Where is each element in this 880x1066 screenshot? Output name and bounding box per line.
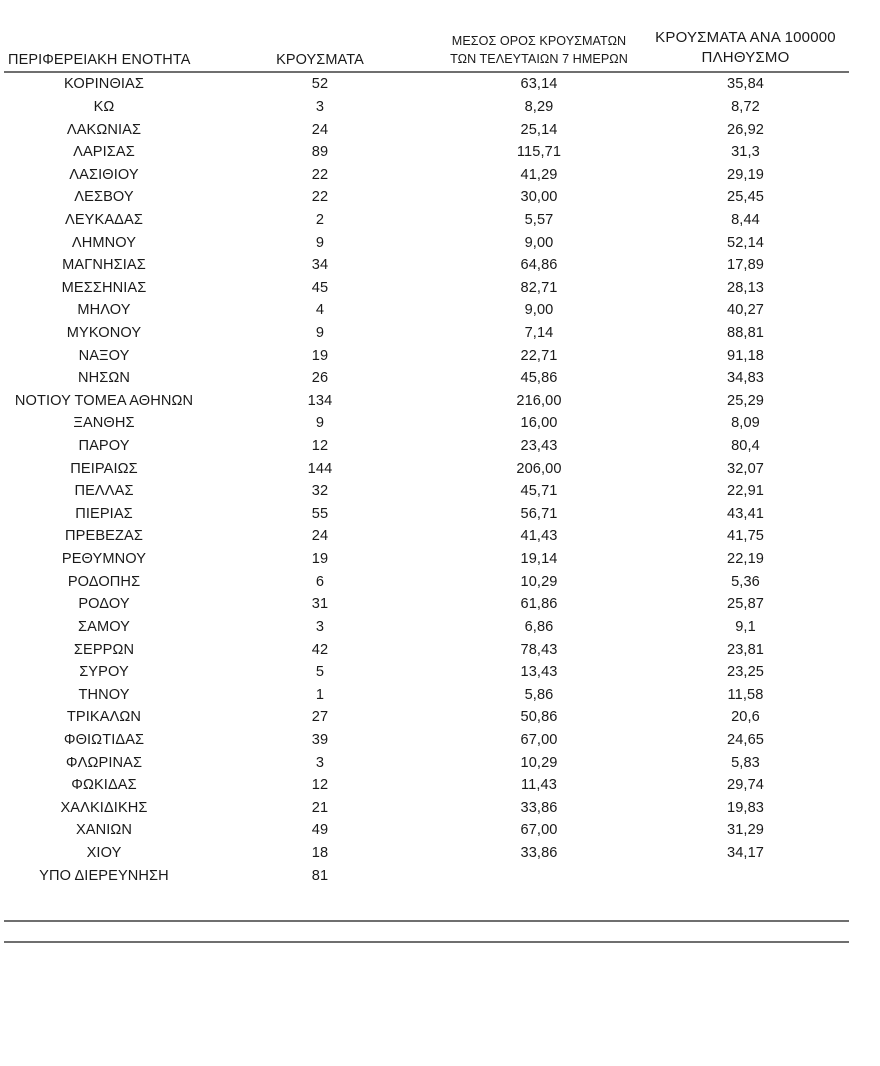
cell-region: ΛΕΣΒΟΥ bbox=[74, 189, 134, 206]
cell-avg7: 41,29 bbox=[520, 166, 558, 183]
cell-region: ΞΑΝΘΗΣ bbox=[73, 415, 135, 432]
cell-cases: 2 bbox=[315, 211, 325, 228]
cell-avg7: 206,00 bbox=[516, 460, 562, 477]
column-header-cases-label: ΚΡΟΥΣΜΑΤΑ bbox=[276, 52, 364, 68]
column-header-per100k bbox=[642, 0, 849, 72]
cell-cases: 49 bbox=[311, 822, 329, 839]
cell-per100k: 11,58 bbox=[727, 686, 764, 703]
cell-cases: 9 bbox=[315, 325, 325, 341]
cell-avg7: 45,71 bbox=[520, 483, 558, 500]
table-row bbox=[4, 209, 849, 232]
cell-avg7: 5,57 bbox=[524, 211, 554, 228]
column-header-per100k-line2: ΠΛΗΘΥΣΜΟ bbox=[701, 48, 790, 66]
cell-region: ΛΕΥΚΑΔΑΣ bbox=[65, 211, 143, 228]
cell-avg7: 216,00 bbox=[516, 392, 562, 409]
cell-per100k: 5,36 bbox=[731, 573, 760, 590]
cell-per100k: 8,44 bbox=[731, 211, 760, 228]
cell-avg7: 63,14 bbox=[520, 76, 558, 93]
cell-cases: 12 bbox=[311, 777, 329, 794]
cell-per100k: 43,41 bbox=[726, 505, 765, 522]
cell-region: ΦΘΙΩΤΙΔΑΣ bbox=[63, 731, 145, 748]
cell-region: ΛΑΡΙΣΑΣ bbox=[73, 144, 135, 161]
cell-per100k: 32,07 bbox=[726, 460, 765, 477]
column-header-region bbox=[4, 0, 204, 72]
cell-cases: 18 bbox=[311, 845, 329, 862]
cell-avg7: 78,43 bbox=[520, 641, 558, 658]
cell-cases: 5 bbox=[315, 664, 325, 681]
cell-per100k: 28,13 bbox=[726, 279, 765, 296]
table-header bbox=[4, 0, 849, 72]
cell-cases: 39 bbox=[311, 731, 329, 748]
cell-region: ΚΟΡΙΝΘΙΑΣ bbox=[63, 76, 145, 93]
table-row bbox=[4, 616, 849, 639]
cell-per100k: 29,19 bbox=[726, 166, 765, 183]
cell-avg7: 25,14 bbox=[520, 121, 558, 138]
cell-per100k: 17,89 bbox=[726, 257, 765, 274]
table-row bbox=[4, 254, 849, 277]
cell-region: ΡΟΔΟΥ bbox=[78, 596, 130, 613]
table-row bbox=[4, 797, 849, 820]
cell-avg7: 64,86 bbox=[520, 257, 558, 274]
cell-per100k: 31,29 bbox=[726, 822, 765, 839]
cell-per100k: 5,83 bbox=[731, 754, 760, 771]
cell-avg7: 41,43 bbox=[520, 528, 558, 545]
table-row bbox=[4, 457, 849, 480]
cell-per100k: 80,4 bbox=[731, 438, 760, 455]
column-header-avg7-line1: ΜΕΣΟΣ ΟΡΟΣ ΚΡΟΥΣΜΑΤΩΝ bbox=[451, 34, 627, 49]
cell-cases: 6 bbox=[315, 573, 325, 590]
column-header-avg7 bbox=[436, 0, 642, 72]
cell-region: ΜΗΛΟΥ bbox=[77, 302, 131, 319]
table-row bbox=[4, 570, 849, 593]
cell-region: ΡΟΔΟΠΗΣ bbox=[67, 573, 141, 590]
cell-avg7: 5,86 bbox=[524, 686, 554, 703]
cell-avg7: 50,86 bbox=[520, 709, 558, 726]
cell-region: ΤΡΙΚΑΛΩΝ bbox=[66, 709, 142, 726]
table-row bbox=[4, 163, 849, 186]
column-header-cases bbox=[204, 0, 436, 72]
cell-region: ΤΗΝΟΥ bbox=[78, 686, 130, 703]
cell-avg7: 16,00 bbox=[520, 415, 558, 432]
cell-cases: 27 bbox=[311, 709, 329, 726]
cell-region: ΛΗΜΝΟΥ bbox=[71, 234, 137, 251]
cell-region: ΜΥΚΟΝΟΥ bbox=[66, 325, 142, 341]
table-row bbox=[4, 525, 849, 548]
cell-per100k: 26,92 bbox=[726, 121, 765, 138]
table-row bbox=[4, 683, 849, 706]
cell-region: ΣΥΡΟΥ bbox=[79, 664, 129, 681]
cell-cases: 22 bbox=[311, 189, 329, 206]
cell-per100k: 24,65 bbox=[726, 731, 765, 748]
table-row bbox=[4, 751, 849, 774]
regional-cases-table-container bbox=[4, 0, 849, 887]
cell-cases: 3 bbox=[315, 98, 325, 115]
cell-avg7: 115,71 bbox=[516, 144, 562, 161]
table-row bbox=[4, 344, 849, 367]
cell-region: ΝΗΣΩΝ bbox=[77, 370, 131, 387]
cell-cases: 3 bbox=[315, 754, 325, 771]
table-row bbox=[4, 72, 849, 96]
cell-cases: 55 bbox=[311, 505, 329, 522]
cell-region: ΛΑΣΙΘΙΟΥ bbox=[69, 166, 139, 183]
cell-cases: 19 bbox=[311, 347, 329, 364]
cell-avg7: 56,71 bbox=[520, 505, 558, 522]
cell-per100k: 25,87 bbox=[726, 596, 765, 613]
table-row bbox=[4, 390, 849, 413]
cell-region: ΠΡΕΒΕΖΑΣ bbox=[65, 528, 143, 545]
table-row bbox=[4, 276, 849, 299]
cell-cases: 9 bbox=[315, 234, 325, 251]
cell-per100k: 9,1 bbox=[735, 618, 756, 635]
cell-per100k: 40,27 bbox=[726, 302, 765, 319]
cell-per100k: 19,83 bbox=[726, 799, 765, 816]
cell-region: ΠΙΕΡΙΑΣ bbox=[75, 505, 133, 522]
cell-per100k: 35,84 bbox=[726, 76, 765, 93]
cell-avg7: 10,29 bbox=[520, 573, 558, 590]
cell-region: ΣΑΜΟΥ bbox=[77, 618, 131, 635]
cell-region: ΠΑΡΟΥ bbox=[78, 438, 130, 455]
cell-per100k: 29,74 bbox=[726, 777, 765, 794]
cell-avg7: 19,14 bbox=[520, 551, 558, 568]
cell-avg7: 10,29 bbox=[520, 754, 558, 771]
column-header-avg7-line2: ΤΩΝ ΤΕΛΕΥΤΑΙΩΝ 7 ΗΜΕΡΩΝ bbox=[450, 51, 628, 66]
cell-per100k: 22,91 bbox=[726, 483, 765, 500]
cell-cases: 31 bbox=[311, 596, 329, 613]
cell-per100k: 41,75 bbox=[726, 528, 765, 545]
table-row bbox=[4, 819, 849, 842]
cell-cases: 134 bbox=[307, 392, 333, 409]
table-row bbox=[4, 480, 849, 503]
table-row bbox=[4, 186, 849, 209]
cell-avg7: 8,29 bbox=[524, 98, 554, 115]
table-body bbox=[4, 72, 849, 887]
table-row bbox=[4, 367, 849, 390]
cell-region: ΣΕΡΡΩΝ bbox=[73, 641, 135, 658]
cell-avg7: 33,86 bbox=[520, 799, 558, 816]
cell-per100k: 8,72 bbox=[731, 98, 760, 115]
cell-avg7: 45,86 bbox=[520, 370, 558, 387]
cell-region: ΜΕΣΣΗΝΙΑΣ bbox=[61, 279, 147, 296]
cell-cases: 45 bbox=[311, 279, 329, 296]
cell-cases: 32 bbox=[311, 483, 329, 500]
cell-per100k bbox=[642, 864, 849, 887]
cell-avg7: 9,00 bbox=[524, 234, 554, 251]
cell-region: ΝΟΤΙΟΥ ΤΟΜΕΑ ΑΘΗΝΩΝ bbox=[14, 392, 194, 409]
cell-region: ΧΙΟΥ bbox=[86, 845, 122, 862]
table-row bbox=[4, 774, 849, 797]
cell-cases: 89 bbox=[311, 144, 329, 161]
cell-avg7: 6,86 bbox=[524, 618, 554, 635]
table-row bbox=[4, 593, 849, 616]
cell-region: ΡΕΘΥΜΝΟΥ bbox=[61, 551, 147, 568]
table-row bbox=[4, 299, 849, 322]
cell-per100k: 52,14 bbox=[726, 234, 765, 251]
cell-region: ΛΑΚΩΝΙΑΣ bbox=[66, 121, 142, 138]
cell-cases: 34 bbox=[311, 257, 329, 274]
cell-cases: 24 bbox=[311, 528, 329, 545]
cell-avg7: 67,00 bbox=[520, 822, 558, 839]
cell-cases: 4 bbox=[315, 302, 325, 319]
table-row bbox=[4, 706, 849, 729]
table-row bbox=[4, 96, 849, 119]
cell-per100k: 23,25 bbox=[726, 664, 765, 681]
table-row bbox=[4, 864, 849, 887]
cell-cases: 9 bbox=[315, 415, 325, 432]
cell-per100k: 31,3 bbox=[731, 144, 760, 161]
cell-cases: 3 bbox=[315, 618, 325, 635]
cell-cases: 24 bbox=[311, 121, 329, 138]
cell-avg7: 33,86 bbox=[520, 845, 558, 862]
cell-region: ΠΕΛΛΑΣ bbox=[74, 483, 134, 500]
cell-cases: 1 bbox=[315, 686, 325, 703]
footer-rule-top bbox=[4, 920, 849, 922]
cell-per100k: 34,83 bbox=[726, 370, 765, 387]
cell-region: ΧΑΛΚΙΔΙΚΗΣ bbox=[60, 799, 148, 816]
column-header-region-label: ΠΕΡΙΦΕΡΕΙΑΚΗ ΕΝΟΤΗΤΑ bbox=[8, 52, 191, 68]
table-row bbox=[4, 118, 849, 141]
cell-avg7: 82,71 bbox=[520, 279, 558, 296]
cell-cases: 12 bbox=[311, 438, 329, 455]
footer-rule-bottom bbox=[4, 941, 849, 943]
cell-avg7: 23,43 bbox=[520, 438, 558, 455]
table-row bbox=[4, 548, 849, 571]
cell-per100k: 91,18 bbox=[726, 347, 765, 364]
table-row bbox=[4, 231, 849, 254]
regional-cases-table bbox=[4, 0, 849, 887]
table-row bbox=[4, 322, 849, 345]
cell-avg7: 61,86 bbox=[520, 596, 558, 613]
table-row bbox=[4, 842, 849, 865]
cell-per100k: 34,17 bbox=[726, 845, 765, 862]
cell-per100k: 23,81 bbox=[726, 641, 765, 658]
table-header-row bbox=[4, 0, 849, 72]
table-row bbox=[4, 435, 849, 458]
cell-avg7: 13,43 bbox=[520, 664, 558, 681]
cell-avg7: 30,00 bbox=[520, 189, 558, 206]
cell-cases: 22 bbox=[311, 166, 329, 183]
table-row bbox=[4, 503, 849, 526]
cell-region: ΜΑΓΝΗΣΙΑΣ bbox=[62, 257, 146, 274]
cell-region: ΚΩ bbox=[93, 98, 115, 115]
cell-avg7: 11,43 bbox=[521, 777, 557, 794]
cell-region: ΦΩΚΙΔΑΣ bbox=[71, 777, 137, 794]
column-header-per100k-line1: ΚΡΟΥΣΜΑΤΑ ΑΝΑ 100000 bbox=[655, 28, 836, 46]
cell-avg7: 22,71 bbox=[520, 347, 558, 364]
cell-cases: 81 bbox=[311, 867, 329, 884]
cell-per100k: 88,81 bbox=[726, 325, 765, 341]
table-row bbox=[4, 661, 849, 684]
cell-avg7: 7,14 bbox=[524, 325, 554, 341]
cell-region: ΧΑΝΙΩΝ bbox=[75, 822, 133, 839]
cell-cases: 52 bbox=[311, 76, 329, 93]
cell-per100k: 25,29 bbox=[726, 392, 765, 409]
cell-avg7: 9,00 bbox=[524, 302, 554, 319]
table-row bbox=[4, 729, 849, 752]
cell-cases: 42 bbox=[311, 641, 329, 658]
cell-cases: 26 bbox=[311, 370, 329, 387]
cell-region: ΠΕΙΡΑΙΩΣ bbox=[70, 460, 138, 477]
table-row bbox=[4, 412, 849, 435]
cell-per100k: 20,6 bbox=[731, 709, 760, 726]
cell-cases: 144 bbox=[307, 460, 333, 477]
table-row bbox=[4, 638, 849, 661]
cell-avg7 bbox=[436, 864, 642, 887]
cell-region: ΝΑΞΟΥ bbox=[78, 347, 130, 364]
cell-per100k: 8,09 bbox=[731, 415, 760, 432]
cell-cases: 21 bbox=[311, 799, 329, 816]
cell-cases: 19 bbox=[311, 551, 329, 568]
cell-region: ΥΠΟ ΔΙΕΡΕΥΝΗΣΗ bbox=[39, 867, 169, 884]
cell-per100k: 25,45 bbox=[726, 189, 765, 206]
cell-region: ΦΛΩΡΙΝΑΣ bbox=[65, 754, 143, 771]
table-row bbox=[4, 141, 849, 164]
cell-per100k: 22,19 bbox=[726, 551, 765, 568]
cell-avg7: 67,00 bbox=[520, 731, 558, 748]
